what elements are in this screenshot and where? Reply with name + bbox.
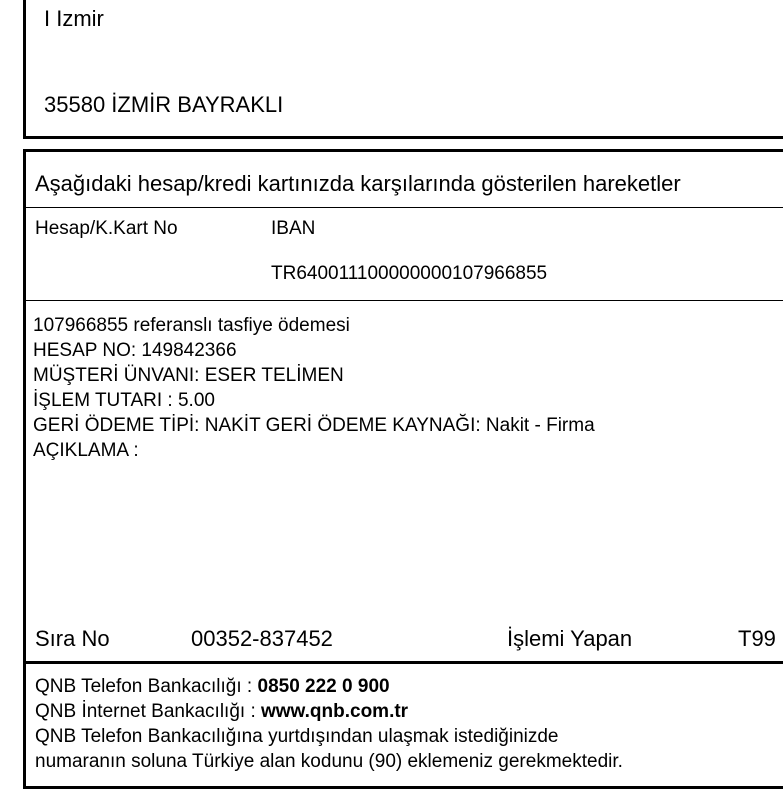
contact-web: QNB İnternet Bankacılığı : www.qnb.com.tr bbox=[35, 701, 409, 722]
transaction-line: 107966855 referanslı tasfiye ödemesi bbox=[33, 315, 350, 336]
islemi-yapan-label: İşlemi Yapan bbox=[507, 626, 633, 651]
transaction-line: İŞLEM TUTARI : 5.00 bbox=[33, 390, 215, 411]
iban-value: TR640011100000000107966855 bbox=[271, 263, 548, 284]
transaction-line: GERİ ÖDEME TİPİ: NAKİT GERİ ÖDEME KAYNAĞI: Nakit - Firma bbox=[33, 415, 595, 436]
contact-phone: QNB Telefon Bankacılığı : 0850 222 0 900 bbox=[35, 676, 390, 697]
islemi-yapan-value: T99 bbox=[738, 626, 776, 651]
sira-no-label: Sıra No bbox=[35, 626, 110, 651]
divider bbox=[26, 207, 783, 208]
address-box bbox=[23, 0, 783, 139]
divider bbox=[26, 300, 783, 301]
web-address: www.qnb.com.tr bbox=[261, 701, 409, 722]
divider bbox=[26, 661, 783, 664]
address-postal-line: 35580 İZMİR BAYRAKLI bbox=[44, 92, 284, 117]
address-city-line: I Izmir bbox=[44, 6, 104, 31]
transaction-line: AÇIKLAMA : bbox=[33, 440, 139, 461]
account-number-label: Hesap/K.Kart No bbox=[35, 218, 178, 239]
contact-note: QNB Telefon Bankacılığına yurtdışından ulaşmak istediğinizde bbox=[35, 726, 559, 747]
iban-label: IBAN bbox=[271, 218, 316, 239]
contact-note: numaranın soluna Türkiye alan kodunu (90) eklemeniz gerekmektedir. bbox=[35, 751, 623, 772]
sira-no-value: 00352-837452 bbox=[191, 626, 333, 651]
transaction-line: HESAP NO: 149842366 bbox=[33, 340, 237, 361]
transaction-line: MÜŞTERİ ÜNVANI: ESER TELİMEN bbox=[33, 365, 344, 386]
phone-number: 0850 222 0 900 bbox=[257, 676, 390, 697]
statement-box bbox=[23, 149, 783, 789]
statement-intro: Aşağıdaki hesap/kredi kartınızda karşılarında gösterilen hareketler bbox=[35, 171, 681, 196]
